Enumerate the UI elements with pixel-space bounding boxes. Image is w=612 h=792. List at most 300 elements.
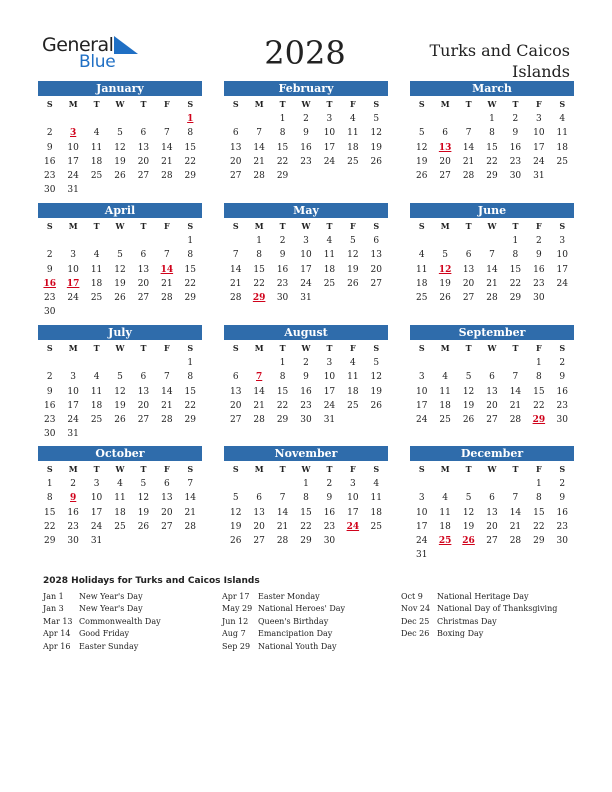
weekday-header: S xyxy=(232,221,239,231)
day-cell: 26 xyxy=(370,400,382,411)
day-cell: 17 xyxy=(323,386,336,397)
weekday-header: T xyxy=(512,464,519,474)
holiday-entry xyxy=(222,628,402,640)
day-cell: 26 xyxy=(415,171,428,182)
weekday-header: T xyxy=(465,343,472,353)
day-cell: 29 xyxy=(276,415,289,426)
day-grid xyxy=(410,461,574,563)
day-cell: 27 xyxy=(462,293,475,304)
day-cell: 19 xyxy=(114,278,126,289)
day-cell: 16 xyxy=(556,386,568,397)
weekday-header: S xyxy=(187,343,194,353)
day-cell: 1 xyxy=(489,114,495,124)
day-cell: 7 xyxy=(512,372,519,383)
day-cell: 29 xyxy=(184,171,196,182)
holiday-date: Mar 13 xyxy=(43,616,73,626)
day-cell: 9 xyxy=(46,386,53,397)
day-cell: 21 xyxy=(509,400,522,411)
day-cell: 6 xyxy=(489,493,495,504)
day-grid xyxy=(410,218,574,305)
weekday-header: W xyxy=(487,464,497,474)
day-cell: 19 xyxy=(114,400,126,411)
weekday-header: S xyxy=(373,221,380,231)
holiday-day: 25 xyxy=(438,536,452,547)
month-title: March xyxy=(410,81,574,96)
day-cell: 1 xyxy=(256,236,262,246)
day-cell: 10 xyxy=(90,493,103,504)
holiday-entry xyxy=(222,591,402,603)
weekday-header: W xyxy=(115,343,125,353)
day-cell: 8 xyxy=(256,250,262,261)
weekday-header: S xyxy=(232,464,239,474)
day-cell: 5 xyxy=(465,493,472,504)
weekday-header: W xyxy=(301,464,311,474)
day-cell: 19 xyxy=(415,156,428,167)
day-cell: 29 xyxy=(184,293,196,304)
day-cell: 26 xyxy=(114,171,126,182)
day-cell: 16 xyxy=(300,142,312,153)
day-cell: 22 xyxy=(300,521,312,532)
day-grid xyxy=(410,96,574,183)
day-cell: 25 xyxy=(347,156,359,167)
empty-day xyxy=(504,477,527,491)
day-cell: 23 xyxy=(43,293,56,304)
day-cell: 29 xyxy=(43,536,56,547)
day-cell: 30 xyxy=(43,429,56,440)
holiday-day: 26 xyxy=(462,536,475,547)
day-cell: 30 xyxy=(276,293,289,304)
day-cell: 6 xyxy=(373,236,380,246)
empty-day xyxy=(457,356,480,370)
holiday-entry xyxy=(222,641,402,653)
weekday-header: T xyxy=(465,221,472,231)
holiday-day: 17 xyxy=(66,278,80,289)
empty-day xyxy=(480,477,503,491)
day-cell: 4 xyxy=(418,250,425,261)
holiday-entry xyxy=(401,616,581,628)
holidays-title: 2028 Holidays for Turks and Caicos Islands xyxy=(43,576,260,586)
empty-day xyxy=(480,356,503,370)
day-cell: 11 xyxy=(323,250,336,261)
day-cell: 28 xyxy=(161,415,173,426)
day-cell: 18 xyxy=(370,507,382,518)
day-cell: 11 xyxy=(439,507,451,518)
day-cell: 5 xyxy=(465,372,472,383)
day-cell: 19 xyxy=(462,521,475,532)
holiday-name: Christmas Day xyxy=(437,616,497,626)
holiday-date: Jun 12 xyxy=(222,616,249,626)
holiday-name: Queen's Birthday xyxy=(258,616,329,626)
empty-day xyxy=(132,356,155,370)
day-cell: 18 xyxy=(347,386,359,397)
day-cell: 29 xyxy=(300,536,312,547)
day-cell: 15 xyxy=(300,507,312,518)
logo-word-blue: Blue xyxy=(79,52,116,72)
weekday-header: M xyxy=(440,464,450,474)
day-cell: 8 xyxy=(187,372,194,383)
day-cell: 27 xyxy=(137,415,150,426)
holiday-date: Apr 17 xyxy=(222,592,250,601)
holiday-day: 1 xyxy=(187,114,194,124)
day-cell: 5 xyxy=(418,128,425,139)
day-cell: 14 xyxy=(253,142,265,153)
weekday-header: W xyxy=(115,221,125,231)
day-cell: 3 xyxy=(303,236,309,246)
day-cell: 12 xyxy=(370,128,382,139)
day-cell: 10 xyxy=(556,250,568,261)
holiday-name: Good Friday xyxy=(79,629,130,639)
day-grid xyxy=(224,461,388,548)
weekday-header: S xyxy=(373,464,380,474)
day-cell: 23 xyxy=(323,521,336,532)
month-june xyxy=(410,203,574,305)
day-cell: 11 xyxy=(370,493,382,504)
day-cell: 6 xyxy=(232,372,239,383)
day-cell: 24 xyxy=(67,415,79,426)
day-cell: 6 xyxy=(163,479,170,489)
day-cell: 22 xyxy=(276,156,289,167)
day-cell: 10 xyxy=(300,250,312,261)
day-cell: 9 xyxy=(46,264,53,275)
weekday-header: W xyxy=(301,343,311,353)
day-cell: 7 xyxy=(232,250,239,261)
day-cell: 28 xyxy=(161,293,173,304)
day-cell: 7 xyxy=(512,493,519,504)
empty-day xyxy=(108,356,131,370)
day-cell: 22 xyxy=(184,400,196,411)
day-cell: 16 xyxy=(556,507,568,518)
day-cell: 17 xyxy=(67,400,79,411)
day-cell: 31 xyxy=(533,171,545,182)
day-cell: 14 xyxy=(462,142,475,153)
day-cell: 1 xyxy=(46,479,53,489)
empty-day xyxy=(132,234,155,248)
day-cell: 2 xyxy=(46,372,53,383)
day-cell: 6 xyxy=(140,128,147,139)
day-cell: 25 xyxy=(347,400,359,411)
day-cell: 4 xyxy=(559,114,566,124)
day-cell: 2 xyxy=(559,479,566,489)
day-cell: 6 xyxy=(256,493,262,504)
day-grid xyxy=(224,340,388,427)
day-cell: 22 xyxy=(184,156,196,167)
day-cell: 13 xyxy=(253,507,265,518)
day-cell: 6 xyxy=(489,372,495,383)
day-cell: 6 xyxy=(442,128,448,139)
holiday-entry xyxy=(401,628,581,640)
weekday-header: F xyxy=(350,221,356,231)
empty-day xyxy=(410,112,433,126)
empty-day xyxy=(155,112,178,126)
day-cell: 3 xyxy=(418,372,425,383)
day-cell: 23 xyxy=(67,521,79,532)
holiday-day: 14 xyxy=(160,264,174,275)
day-cell: 20 xyxy=(229,156,242,167)
day-cell: 1 xyxy=(187,236,194,246)
day-cell: 24 xyxy=(323,156,336,167)
day-cell: 28 xyxy=(462,171,475,182)
empty-day xyxy=(247,112,270,126)
day-cell: 29 xyxy=(184,415,196,426)
day-cell: 13 xyxy=(229,142,242,153)
month-title: November xyxy=(224,446,388,461)
day-cell: 3 xyxy=(535,114,542,124)
day-cell: 26 xyxy=(347,278,359,289)
day-cell: 26 xyxy=(439,293,451,304)
day-cell: 11 xyxy=(347,128,359,139)
day-cell: 19 xyxy=(114,156,126,167)
day-cell: 28 xyxy=(486,293,498,304)
empty-day xyxy=(132,112,155,126)
day-cell: 15 xyxy=(533,386,545,397)
holiday-date: Dec 25 xyxy=(401,616,430,626)
day-cell: 20 xyxy=(137,400,150,411)
day-cell: 25 xyxy=(323,278,336,289)
weekday-header: T xyxy=(279,99,286,109)
day-cell: 9 xyxy=(303,372,309,383)
day-cell: 26 xyxy=(137,521,150,532)
day-cell: 1 xyxy=(187,358,194,368)
day-cell: 15 xyxy=(486,142,498,153)
day-cell: 31 xyxy=(415,550,428,561)
day-cell: 6 xyxy=(232,128,239,139)
day-cell: 30 xyxy=(67,536,79,547)
day-cell: 2 xyxy=(46,250,53,261)
month-title: February xyxy=(224,81,388,96)
day-cell: 16 xyxy=(276,264,289,275)
day-cell: 2 xyxy=(535,236,542,246)
day-cell: 24 xyxy=(323,400,336,411)
day-cell: 19 xyxy=(370,142,382,153)
day-cell: 5 xyxy=(140,479,147,489)
day-cell: 20 xyxy=(486,521,498,532)
empty-day xyxy=(85,112,108,126)
day-cell: 10 xyxy=(67,264,79,275)
holiday-date: Dec 26 xyxy=(401,629,430,639)
empty-day xyxy=(38,234,61,248)
weekday-header: S xyxy=(46,99,53,109)
weekday-header: T xyxy=(279,221,286,231)
day-cell: 31 xyxy=(323,415,336,426)
day-cell: 1 xyxy=(535,479,542,489)
empty-day xyxy=(433,234,456,248)
weekday-header: M xyxy=(68,343,78,353)
holiday-entry xyxy=(401,603,581,615)
day-cell: 14 xyxy=(509,386,522,397)
weekday-header: S xyxy=(418,464,425,474)
day-cell: 21 xyxy=(161,156,173,167)
weekday-header: W xyxy=(115,464,125,474)
empty-day xyxy=(247,477,270,491)
weekday-header: S xyxy=(373,99,380,109)
weekday-header: M xyxy=(254,343,264,353)
month-title: July xyxy=(38,325,202,340)
weekday-header: T xyxy=(93,464,100,474)
day-cell: 31 xyxy=(300,293,312,304)
day-cell: 27 xyxy=(161,521,173,532)
day-cell: 8 xyxy=(46,493,53,504)
holiday-entry xyxy=(222,616,402,628)
weekday-header: T xyxy=(326,221,333,231)
day-cell: 10 xyxy=(415,386,428,397)
day-cell: 18 xyxy=(114,507,126,518)
day-cell: 3 xyxy=(326,114,333,124)
day-cell: 24 xyxy=(556,278,568,289)
weekday-header: S xyxy=(559,343,566,353)
empty-day xyxy=(61,234,84,248)
day-cell: 12 xyxy=(229,507,242,518)
weekday-header: W xyxy=(487,343,497,353)
day-cell: 19 xyxy=(370,386,382,397)
day-cell: 20 xyxy=(161,507,173,518)
day-cell: 10 xyxy=(347,493,359,504)
day-cell: 10 xyxy=(323,372,336,383)
day-cell: 22 xyxy=(253,278,265,289)
day-cell: 24 xyxy=(90,521,103,532)
month-january xyxy=(38,81,202,198)
empty-day xyxy=(410,356,433,370)
day-cell: 21 xyxy=(161,278,173,289)
day-cell: 11 xyxy=(439,386,451,397)
day-cell: 4 xyxy=(93,250,100,261)
holiday-name: National Heroes' Day xyxy=(258,604,346,614)
day-cell: 14 xyxy=(229,264,242,275)
day-cell: 24 xyxy=(300,278,312,289)
day-cell: 20 xyxy=(229,400,242,411)
holiday-entry xyxy=(222,603,402,615)
day-cell: 10 xyxy=(67,142,79,153)
day-cell: 19 xyxy=(462,400,475,411)
holiday-name: Boxing Day xyxy=(437,629,484,639)
day-cell: 13 xyxy=(137,386,150,397)
day-cell: 21 xyxy=(462,156,475,167)
day-cell: 24 xyxy=(67,171,79,182)
day-cell: 11 xyxy=(415,264,428,275)
weekday-header: T xyxy=(512,221,519,231)
day-cell: 5 xyxy=(117,128,123,139)
weekday-header: T xyxy=(93,343,100,353)
day-cell: 23 xyxy=(556,521,568,532)
weekday-header: T xyxy=(140,464,147,474)
day-cell: 29 xyxy=(533,536,545,547)
day-cell: 12 xyxy=(415,142,428,153)
day-cell: 15 xyxy=(533,507,545,518)
weekday-header: S xyxy=(232,99,239,109)
day-cell: 18 xyxy=(439,521,451,532)
day-cell: 27 xyxy=(370,278,382,289)
day-cell: 30 xyxy=(323,536,336,547)
calendar-year: 2028 xyxy=(264,34,346,72)
day-cell: 6 xyxy=(465,250,472,261)
day-cell: 23 xyxy=(509,156,522,167)
holiday-name: Commonwealth Day xyxy=(79,616,161,626)
day-cell: 1 xyxy=(535,358,542,368)
day-cell: 17 xyxy=(90,507,103,518)
day-cell: 2 xyxy=(303,358,309,368)
day-cell: 11 xyxy=(114,493,126,504)
day-cell: 31 xyxy=(90,536,103,547)
weekday-header: F xyxy=(164,343,170,353)
day-cell: 6 xyxy=(140,250,147,261)
holiday-name: New Year's Day xyxy=(79,604,143,614)
day-cell: 20 xyxy=(137,278,150,289)
holiday-name: Easter Monday xyxy=(258,592,320,601)
day-cell: 12 xyxy=(137,493,150,504)
day-cell: 18 xyxy=(90,400,103,411)
day-cell: 12 xyxy=(462,507,475,518)
day-cell: 18 xyxy=(347,142,359,153)
day-cell: 14 xyxy=(161,386,173,397)
weekday-header: T xyxy=(465,99,472,109)
weekday-header: M xyxy=(440,99,450,109)
weekday-header: F xyxy=(164,464,170,474)
weekday-header: F xyxy=(536,343,542,353)
day-cell: 22 xyxy=(533,521,545,532)
day-cell: 20 xyxy=(370,264,382,275)
month-title: January xyxy=(38,81,202,96)
weekday-header: M xyxy=(254,99,264,109)
weekday-header: S xyxy=(559,221,566,231)
empty-day xyxy=(61,112,84,126)
day-cell: 22 xyxy=(184,278,196,289)
day-cell: 12 xyxy=(347,250,359,261)
day-cell: 23 xyxy=(556,400,568,411)
day-cell: 17 xyxy=(347,507,359,518)
weekday-header: T xyxy=(140,343,147,353)
holiday-date: Nov 24 xyxy=(401,604,431,614)
day-cell: 2 xyxy=(326,479,333,489)
weekday-header: M xyxy=(68,221,78,231)
day-cell: 12 xyxy=(370,372,382,383)
day-cell: 24 xyxy=(67,293,79,304)
day-cell: 7 xyxy=(163,372,170,383)
day-grid xyxy=(224,218,388,305)
day-cell: 5 xyxy=(349,236,356,246)
day-cell: 21 xyxy=(509,521,522,532)
day-cell: 15 xyxy=(43,507,56,518)
weekday-header: T xyxy=(465,464,472,474)
holiday-date: Sep 29 xyxy=(222,641,251,651)
logo-word-general: General xyxy=(42,34,114,56)
day-cell: 29 xyxy=(486,171,498,182)
empty-day xyxy=(61,356,84,370)
day-cell: 27 xyxy=(137,171,150,182)
day-cell: 15 xyxy=(253,264,265,275)
empty-day xyxy=(410,477,433,491)
day-cell: 4 xyxy=(326,236,333,246)
day-cell: 14 xyxy=(253,386,265,397)
day-cell: 3 xyxy=(70,372,76,383)
holiday-entry xyxy=(43,603,223,615)
day-cell: 8 xyxy=(279,372,286,383)
day-cell: 11 xyxy=(90,386,103,397)
day-cell: 23 xyxy=(533,278,545,289)
day-cell: 23 xyxy=(300,400,312,411)
day-cell: 11 xyxy=(556,128,568,139)
holiday-day: 13 xyxy=(438,142,452,153)
holiday-entry xyxy=(43,616,223,628)
month-may xyxy=(224,203,388,305)
day-cell: 17 xyxy=(556,264,568,275)
day-cell: 26 xyxy=(114,415,126,426)
day-cell: 18 xyxy=(415,278,428,289)
empty-day xyxy=(457,112,480,126)
holiday-day: 16 xyxy=(43,278,56,289)
weekday-header: M xyxy=(68,464,78,474)
day-cell: 4 xyxy=(117,479,123,489)
day-cell: 16 xyxy=(533,264,545,275)
day-cell: 19 xyxy=(229,521,242,532)
